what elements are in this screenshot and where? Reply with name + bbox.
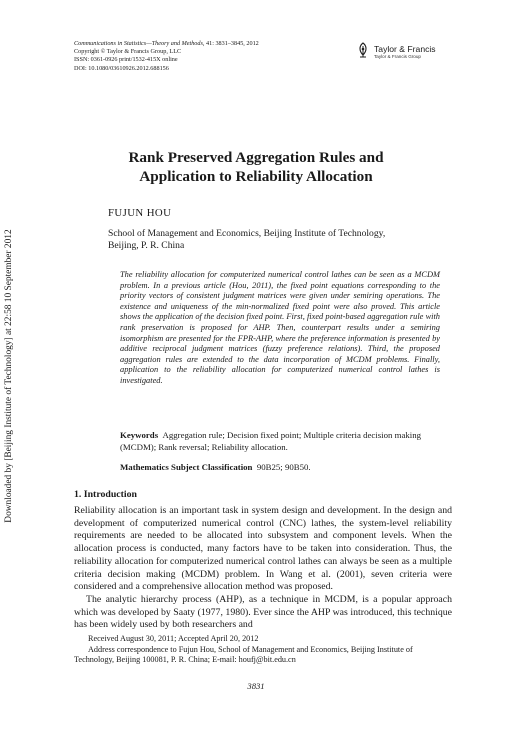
- footnote-address: Address correspondence to Fujun Hou, School of Management and Economics, Beijing Institute of Technology, Beijing 100081, P. R. China; E-mail: houfj@bit.edu.cn: [74, 644, 413, 665]
- journal-volume: , 41: 3831–3845, 2012: [202, 40, 259, 47]
- footnote-received: Received August 30, 2011; Accepted April 20, 2012: [88, 634, 259, 643]
- issn-line: ISSN: 0361-0926 print/1532-415X online: [74, 56, 178, 64]
- section-heading: 1. Introduction: [74, 489, 137, 500]
- keywords-label: Keywords: [120, 430, 159, 440]
- journal-name: Communications in Statistics—Theory and Methods: [74, 40, 203, 47]
- journal-header: [74, 40, 374, 73]
- body-text: [74, 505, 452, 632]
- keywords-text: Aggregation rule; Decision fixed point; Multiple criteria decision making (MCDM); Rank reversal; Reliability allocation.: [120, 430, 421, 452]
- footnote: [74, 634, 452, 666]
- affiliation-line-1: School of Management and Economics, Beijing Institute of Technology,: [108, 228, 386, 239]
- msc-codes: 90B25; 90B50.: [256, 462, 311, 472]
- publisher-logo: [356, 42, 452, 64]
- download-watermark: Downloaded by [Beijing Institute of Technology] at 22:58 10 September 2012: [4, 229, 14, 523]
- copyright-line: Copyright © Taylor & Francis Group, LLC: [74, 48, 182, 56]
- msc-label: Mathematics Subject Classification: [120, 462, 253, 472]
- article-title: [60, 148, 452, 186]
- abstract: [120, 270, 440, 387]
- paragraph-1: Reliability allocation is an important task in system design and development. In the design and development of computerized numerical control (CNC) lathes, the system-level reliability requirements are needed to be allocated into subsystem and component levels. When the allocation process is conducted, many factors have to be taken into consideration. Thus, the reliability allocation for computerized numerical control lathes can always be seen as a multiple criteria decision making (MCDM) problem. In Wang et al. (2001), seven criteria were considered and a comprehensive allocation method was proposed.: [74, 505, 452, 593]
- msc-classification: [120, 462, 440, 472]
- title-line-2: Application to Reliability Allocation: [139, 168, 373, 185]
- abstract-text: The reliability allocation for computerized numerical control lathes can be seen as a MCDM problem. In a previous article (Hou, 2011), the fixed point equations corresponding to the priority vectors of consistent judgment matrices were given under semiring operations. The existence and uniqueness of the min-normalized fixed point were also proved. This article shows the application of the decision fixed point. First, fixed point-based aggregation rule with rank preservation is proposed for AHP. Then, counterpart results under a semiring isomorphism are presented for the FPR-AHP, where the preference information is presented by additive reciprocal judgment matrices (fuzzy preference relations). Third, the proposed aggregation rules are extended to the data incorporation of MCDM problems. Finally, application to the reliability allocation for computerized numerical control lathes is investigated.: [120, 270, 440, 385]
- publisher-name: Taylor & Francis: [374, 44, 436, 54]
- keywords: [120, 430, 440, 454]
- journal-citation: [74, 40, 374, 48]
- paragraph-2: The analytic hierarchy process (AHP), as a technique in MCDM, is a popular approach which was developed by Saaty (1977, 1980). Ever since the AHP was introduced, this technique has been widely used by both researchers and: [74, 593, 452, 631]
- title-line-1: Rank Preserved Aggregation Rules and: [128, 149, 384, 166]
- affiliation-line-2: Beijing, P. R. China: [108, 240, 185, 252]
- doi-line: DOI: 10.1080/03610926.2012.688156: [74, 64, 169, 72]
- page-number: 3831: [247, 681, 265, 691]
- author-affiliation: [108, 228, 448, 253]
- publisher-logo-icon: [356, 42, 370, 58]
- author-name: FUJUN HOU: [108, 207, 172, 219]
- publisher-group: Taylor & Francis Group: [374, 54, 421, 59]
